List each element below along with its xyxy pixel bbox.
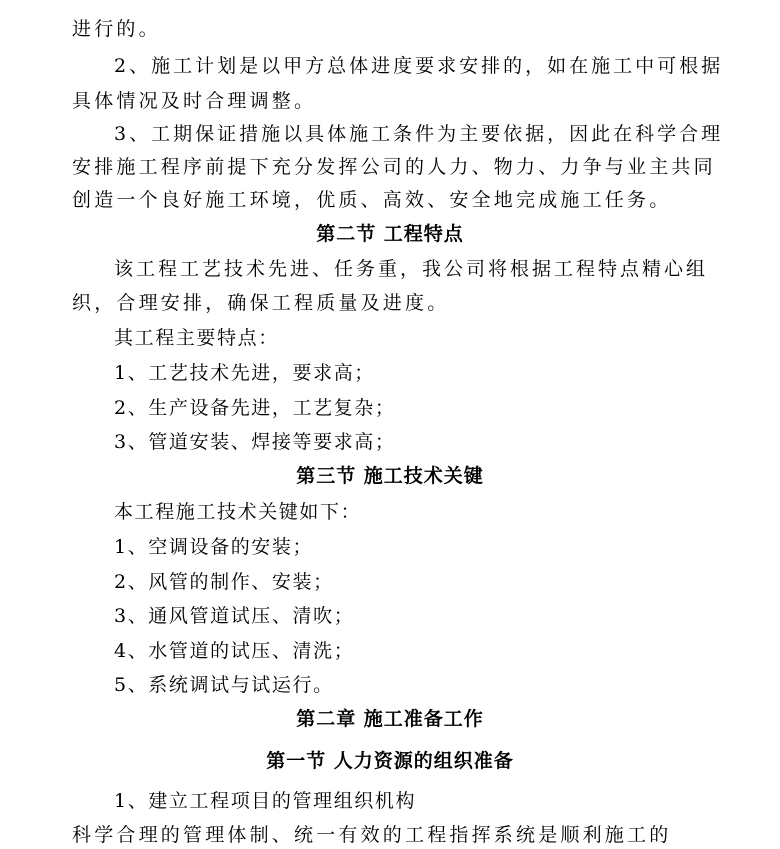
paragraph-line: 创造一个良好施工环境，优质、高效、安全地完成施工任务。	[72, 189, 672, 211]
section-heading: 第一节 人力资源的组织准备	[266, 750, 514, 772]
paragraph-line: 2、施工计划是以甲方总体进度要求安排的，如在施工中可根据	[114, 55, 724, 77]
section-heading: 第三节 施工技术关键	[296, 465, 484, 487]
paragraph-line: 进行的。	[72, 18, 161, 40]
list-item: 1、空调设备的安装；	[114, 536, 314, 558]
paragraph-line: 织，合理安排，确保工程质量及进度。	[72, 292, 450, 314]
chapter-heading: 第二章 施工准备工作	[296, 708, 484, 730]
list-item: 2、风管的制作、安装；	[114, 571, 334, 593]
list-item: 2、生产设备先进，工艺复杂；	[114, 397, 396, 419]
paragraph-line: 科学合理的管理体制、统一有效的工程指挥系统是顺利施工的	[72, 824, 672, 846]
list-item: 1、建立工程项目的管理组织机构	[114, 790, 417, 812]
list-item: 3、通风管道试压、清吹；	[114, 605, 355, 627]
list-item: 4、水管道的试压、清洗；	[114, 640, 355, 662]
list-lead: 其工程主要特点：	[114, 327, 279, 349]
paragraph-line: 该工程工艺技术先进、任务重，我公司将根据工程特点精心组	[114, 258, 709, 280]
list-item: 5、系统调试与试运行。	[114, 674, 334, 696]
paragraph-line: 3、工期保证措施以具体施工条件为主要依据，因此在科学合理	[114, 123, 724, 145]
paragraph-line: 具体情况及时合理调整。	[72, 90, 317, 112]
paragraph-line: 安排施工程序前提下充分发挥公司的人力、物力、力争与业主共同	[72, 156, 716, 178]
section-heading: 第二节 工程特点	[316, 223, 464, 245]
list-item: 1、工艺技术先进，要求高；	[114, 362, 375, 384]
list-item: 3、管道安装、焊接等要求高；	[114, 431, 396, 453]
list-lead: 本工程施工技术关键如下：	[114, 501, 362, 523]
